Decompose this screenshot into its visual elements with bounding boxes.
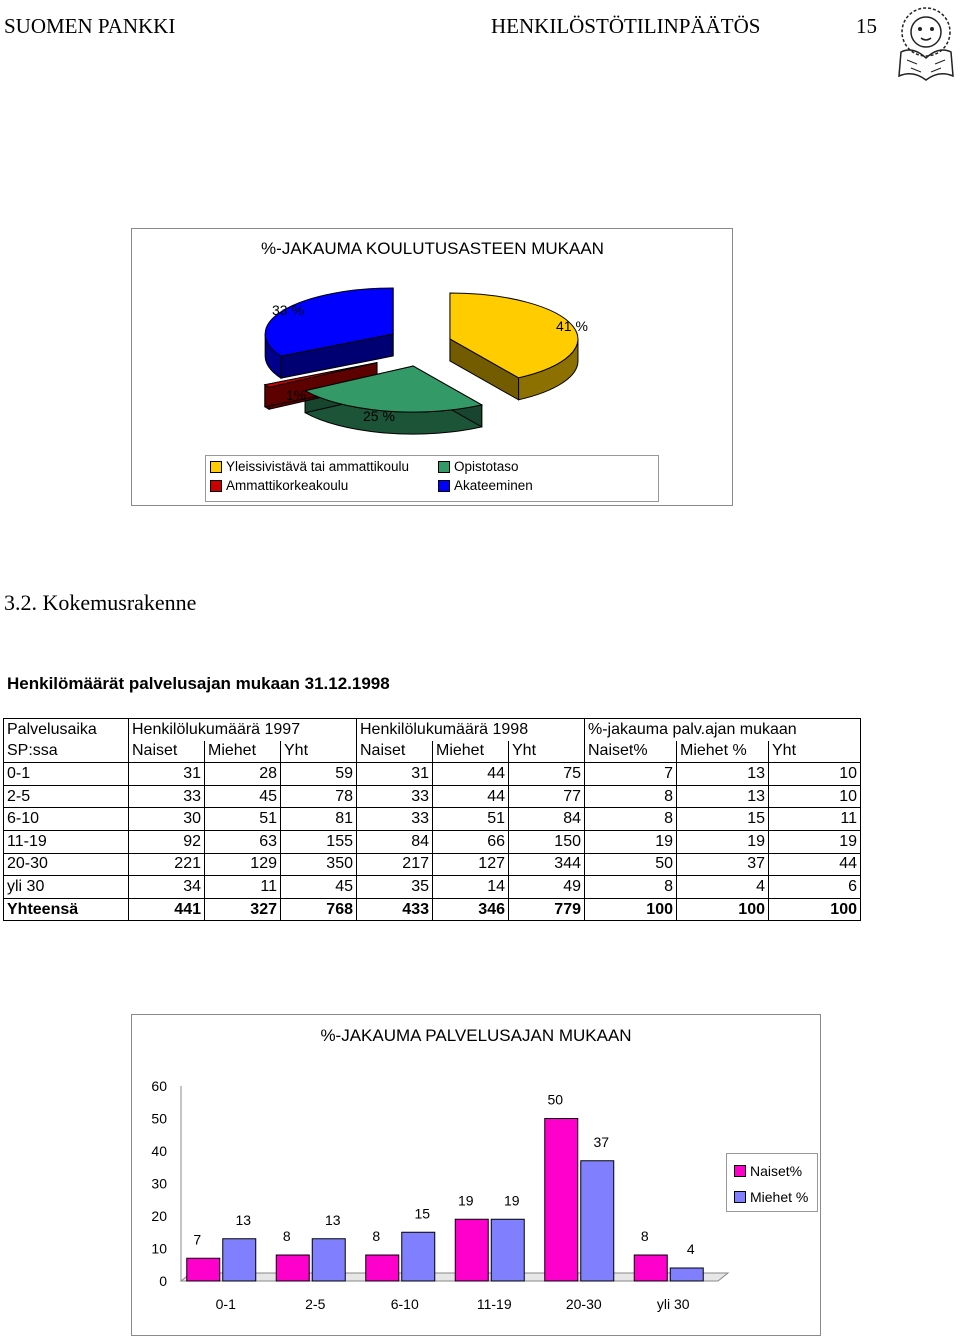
bar-miehet-2-5 [312, 1239, 345, 1281]
table-cell: 15 [677, 808, 769, 831]
table-cell: 779 [509, 898, 585, 921]
table-cell: 6-10 [4, 808, 129, 831]
col-header: Naiset [357, 741, 433, 763]
pie-chart-title: %-JAKAUMA KOULUTUSASTEEN MUKAAN [261, 239, 604, 258]
col-header-group: Henkilölukumäärä 1998 [357, 719, 585, 741]
table-cell: 44 [433, 785, 509, 808]
bar-chart-title: %-JAKAUMA PALVELUSAJAN MUKAAN [320, 1026, 632, 1045]
table-cell: 37 [677, 853, 769, 876]
table-cell: 327 [205, 898, 281, 921]
bar-data-label: 4 [686, 1241, 695, 1257]
bar-data-label: 50 [547, 1091, 564, 1108]
bar-naiset-11-19 [455, 1219, 488, 1281]
legend-swatch [734, 1165, 746, 1177]
table-cell: 129 [205, 853, 281, 876]
legend-label: Ammattikorkeakoulu [226, 478, 349, 493]
table-cell: 84 [357, 830, 433, 853]
table-cell: Yhteensä [4, 898, 129, 921]
table-cell: 344 [509, 853, 585, 876]
table-cell: 19 [585, 830, 677, 853]
table-cell: 63 [205, 830, 281, 853]
bar-data-label: 19 [503, 1192, 520, 1209]
table-cell: 84 [509, 808, 585, 831]
col-header: Yht [769, 741, 861, 763]
bar-miehet-0-1 [223, 1239, 256, 1281]
pie-label-ammattikorkeakoulu: 1% [286, 387, 307, 403]
pie-label-opistotaso: 25 % [363, 408, 395, 424]
header-report: HENKILÖSTÖTILINPÄÄTÖS [491, 14, 761, 38]
x-tick-label: 6-10 [390, 1296, 419, 1312]
x-tick-label: 20-30 [565, 1296, 602, 1312]
table-cell: 44 [433, 763, 509, 786]
bar-data-label: 8 [372, 1228, 381, 1244]
table-cell: 51 [433, 808, 509, 831]
section-heading: 3.2. Kokemusrakenne [4, 590, 197, 615]
col-header: Yht [281, 741, 357, 763]
pie-label-yleissivistava: 41 % [556, 318, 588, 334]
table-cell: 51 [205, 808, 281, 831]
table-cell: 8 [585, 785, 677, 808]
table-cell: 33 [357, 785, 433, 808]
table-cell: 45 [205, 785, 281, 808]
bar-data-label: 7 [193, 1231, 202, 1248]
bar-data-label: 37 [593, 1133, 610, 1150]
legend-label: Akateeminen [454, 478, 533, 493]
x-tick-label: 0-1 [215, 1296, 236, 1312]
bar-miehet-11-19 [491, 1219, 524, 1281]
table-cell: 50 [585, 853, 677, 876]
col-header: SP:ssa [4, 741, 129, 763]
table-cell: 30 [129, 808, 205, 831]
legend-label: Yleissivistävä tai ammattikoulu [226, 459, 410, 474]
table-cell: 217 [357, 853, 433, 876]
legend-label: Opistotaso [454, 459, 519, 474]
table-cell: 150 [509, 830, 585, 853]
legend-label: Miehet % [750, 1189, 809, 1205]
bar-miehet-yli30 [670, 1268, 703, 1281]
y-tick-label: 10 [151, 1240, 167, 1257]
table-cell: 768 [281, 898, 357, 921]
bar-data-label: 19 [457, 1192, 474, 1209]
table-cell: 346 [433, 898, 509, 921]
bar-naiset-yli30 [634, 1255, 667, 1281]
bar-legend [726, 1153, 818, 1212]
table-cell: 33 [357, 808, 433, 831]
table-cell: 11 [205, 876, 281, 899]
table-cell: 127 [433, 853, 509, 876]
table-title: Henkilömäärät palvelusajan mukaan 31.12.1998 [7, 674, 390, 693]
table-cell: 350 [281, 853, 357, 876]
table-cell: 31 [357, 763, 433, 786]
table-cell: 77 [509, 785, 585, 808]
bar-naiset-20-30 [545, 1119, 578, 1282]
col-header: Naiset [129, 741, 205, 763]
table-cell: 81 [281, 808, 357, 831]
y-tick-label: 60 [151, 1078, 167, 1094]
legend-label: Naiset% [750, 1163, 803, 1179]
table-cell: yli 30 [4, 876, 129, 899]
bar-data-label: 8 [640, 1228, 649, 1244]
x-tick-label: yli 30 [656, 1296, 690, 1312]
col-header: Miehet [205, 741, 281, 763]
table-cell: 49 [509, 876, 585, 899]
table-cell: 8 [585, 876, 677, 899]
table-cell: 34 [129, 876, 205, 899]
table-cell: 78 [281, 785, 357, 808]
y-tick-label: 30 [151, 1175, 167, 1192]
table-cell: 92 [129, 830, 205, 853]
x-tick-label: 11-19 [476, 1296, 512, 1312]
bar-data-label: 13 [324, 1211, 341, 1228]
y-tick-label: 50 [151, 1110, 167, 1127]
bar-miehet-20-30 [581, 1161, 614, 1281]
table-cell: 44 [769, 853, 861, 876]
col-header: Yht [509, 741, 585, 763]
table-cell: 31 [129, 763, 205, 786]
table-cell: 14 [433, 876, 509, 899]
col-header: Miehet % [677, 741, 769, 763]
bar-data-label: 13 [235, 1211, 252, 1228]
table-cell: 221 [129, 853, 205, 876]
legend-item-miehet [734, 1189, 808, 1205]
pie-label-akateeminen: 33 % [272, 302, 304, 318]
bar-miehet-6-10 [402, 1232, 435, 1281]
x-tick-label: 2-5 [305, 1296, 326, 1312]
y-tick-label: 0 [159, 1273, 167, 1289]
table-cell: 10 [769, 763, 861, 786]
table-cell: 10 [769, 785, 861, 808]
table-cell: 33 [129, 785, 205, 808]
bar-data-label: 15 [414, 1205, 431, 1222]
table-cell: 433 [357, 898, 433, 921]
header-org: SUOMEN PANKKI [4, 14, 176, 38]
table-cell: 19 [677, 830, 769, 853]
table-cell: 11-19 [4, 830, 129, 853]
legend-swatch [734, 1191, 746, 1203]
col-header: Naiset% [585, 741, 677, 763]
table-cell: 66 [433, 830, 509, 853]
table-cell: 20-30 [4, 853, 129, 876]
table-cell: 7 [585, 763, 677, 786]
bar-naiset-6-10 [366, 1255, 399, 1281]
col-header-group: %-jakauma palv.ajan mukaan [585, 719, 861, 741]
y-tick-label: 20 [151, 1208, 167, 1224]
table-cell: 0-1 [4, 763, 129, 786]
table-cell: 13 [677, 785, 769, 808]
table-cell: 75 [509, 763, 585, 786]
table-cell: 11 [769, 808, 861, 831]
bar-data-label: 8 [282, 1228, 291, 1244]
table-cell: 13 [677, 763, 769, 786]
table-cell: 155 [281, 830, 357, 853]
table-cell: 35 [357, 876, 433, 899]
y-tick-label: 40 [151, 1143, 167, 1159]
table-cell: 100 [677, 898, 769, 921]
table-cell: 28 [205, 763, 281, 786]
table-cell: 100 [585, 898, 677, 921]
table-cell: 59 [281, 763, 357, 786]
col-header: Miehet [433, 741, 509, 763]
page-number: 15 [856, 14, 877, 38]
table-cell: 441 [129, 898, 205, 921]
table-cell: 6 [769, 876, 861, 899]
table-cell: 2-5 [4, 785, 129, 808]
table-cell: 4 [677, 876, 769, 899]
legend-item-naiset [734, 1163, 802, 1179]
bar-naiset-0-1 [187, 1258, 220, 1281]
table-cell: 8 [585, 808, 677, 831]
bar-naiset-2-5 [276, 1255, 309, 1281]
table-cell: 45 [281, 876, 357, 899]
col-header: Palvelusaika [4, 719, 129, 741]
table-cell: 100 [769, 898, 861, 921]
col-header-group: Henkilölukumäärä 1997 [129, 719, 357, 741]
table-cell: 19 [769, 830, 861, 853]
